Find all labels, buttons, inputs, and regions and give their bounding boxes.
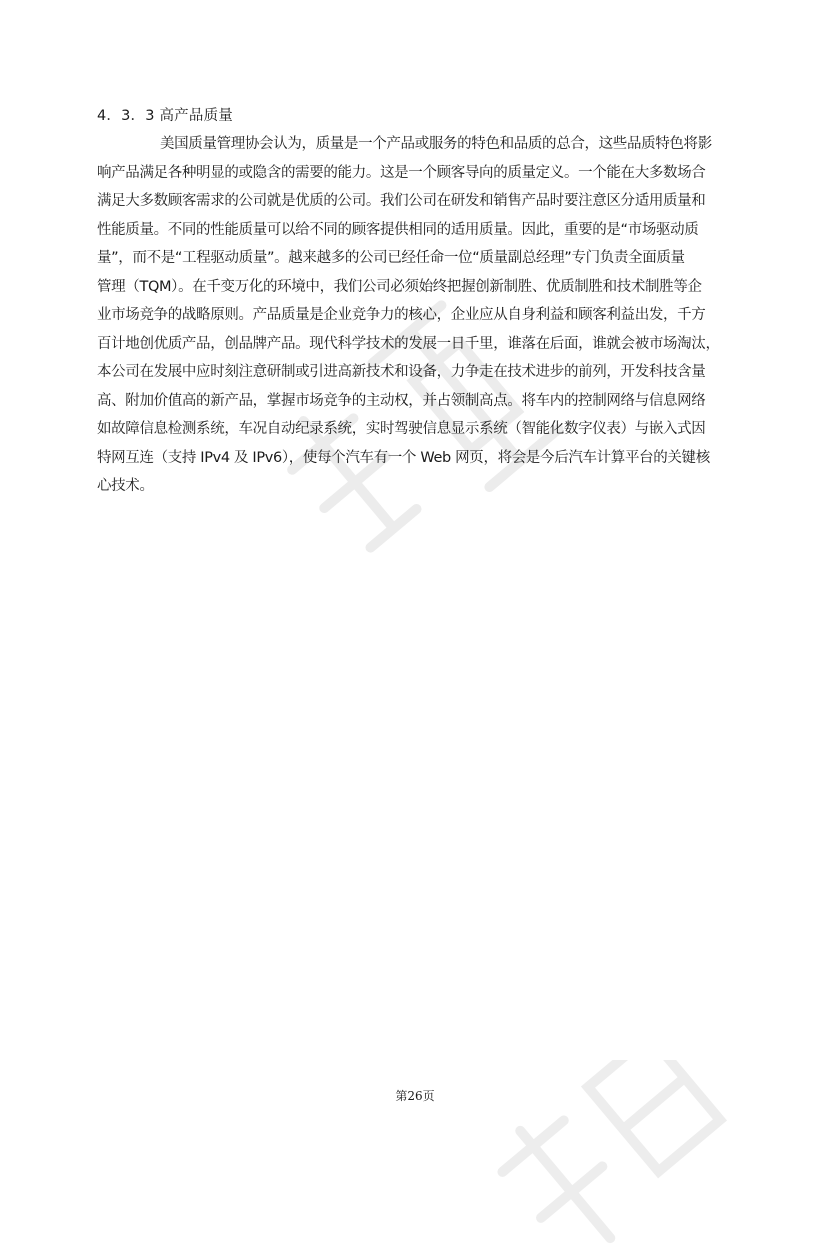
paragraph-line: 业市场竞争的战略原则。产品质量是企业竞争力的核心，企业应从自身利益和顾客利益出发，千方 bbox=[97, 307, 706, 323]
paragraph-line: 性能质量。不同的性能质量可以给不同的顾客提供相同的适用质量。因此，重要的是“市场驱动质 bbox=[97, 221, 699, 238]
paragraph-line: 心技术。 bbox=[97, 478, 154, 494]
paragraph-line: 百计地创优质产品，创品牌产品。现代科学技术的发展一日千里，谁落在后面，谁就会被市场淘汰， bbox=[97, 335, 720, 352]
body-paragraph bbox=[97, 130, 737, 501]
paragraph-line: 满足大多数顾客需求的公司就是优质的公司。我们公司在研发和销售产品时要注意区分适用质量和 bbox=[97, 193, 706, 209]
paragraph-line: 本公司在发展中应时刻注意研制或引进高新技术和设备，力争走在技术进步的前列，开发科技含量 bbox=[97, 364, 706, 380]
page-number: 第26页 bbox=[395, 1089, 435, 1103]
paragraph-line: 如故障信息检测系统，车况自动纪录系统，实时驾驶信息显示系统（智能化数字仪表）与嵌入式因 bbox=[97, 421, 706, 437]
paragraph-line: 高、附加价值高的新产品，掌握市场竞争的主动权，并占领制高点。将车内的控制网络与信息网络 bbox=[97, 392, 706, 409]
paragraph-line: 响产品满足各种明显的或隐含的需要的能力。这是一个顾客导向的质量定义。一个能在大多数场合 bbox=[97, 164, 706, 181]
section-heading: 4．3．3 高产品质量 bbox=[97, 108, 233, 124]
paragraph-line: 美国质量管理协会认为，质量是一个产品或服务的特色和品质的总合，这些品质特色将影 bbox=[160, 136, 712, 152]
paragraph-line: 特网互连（支持 IPv4 及 IPv6），使每个汽车有一个 Web 网页，将会是今后汽车计算平台的关键核 bbox=[97, 449, 710, 466]
paragraph-line: 管理（TQM）。在千变万化的环境中，我们公司必须始终把握创新制胜、优质制胜和技术制胜等企 bbox=[97, 278, 702, 295]
paragraph-line: 量”，而不是“工程驱动质量”。越来越多的公司已经任命一位“质量副总经理”专门负责全面质量 bbox=[97, 250, 685, 266]
